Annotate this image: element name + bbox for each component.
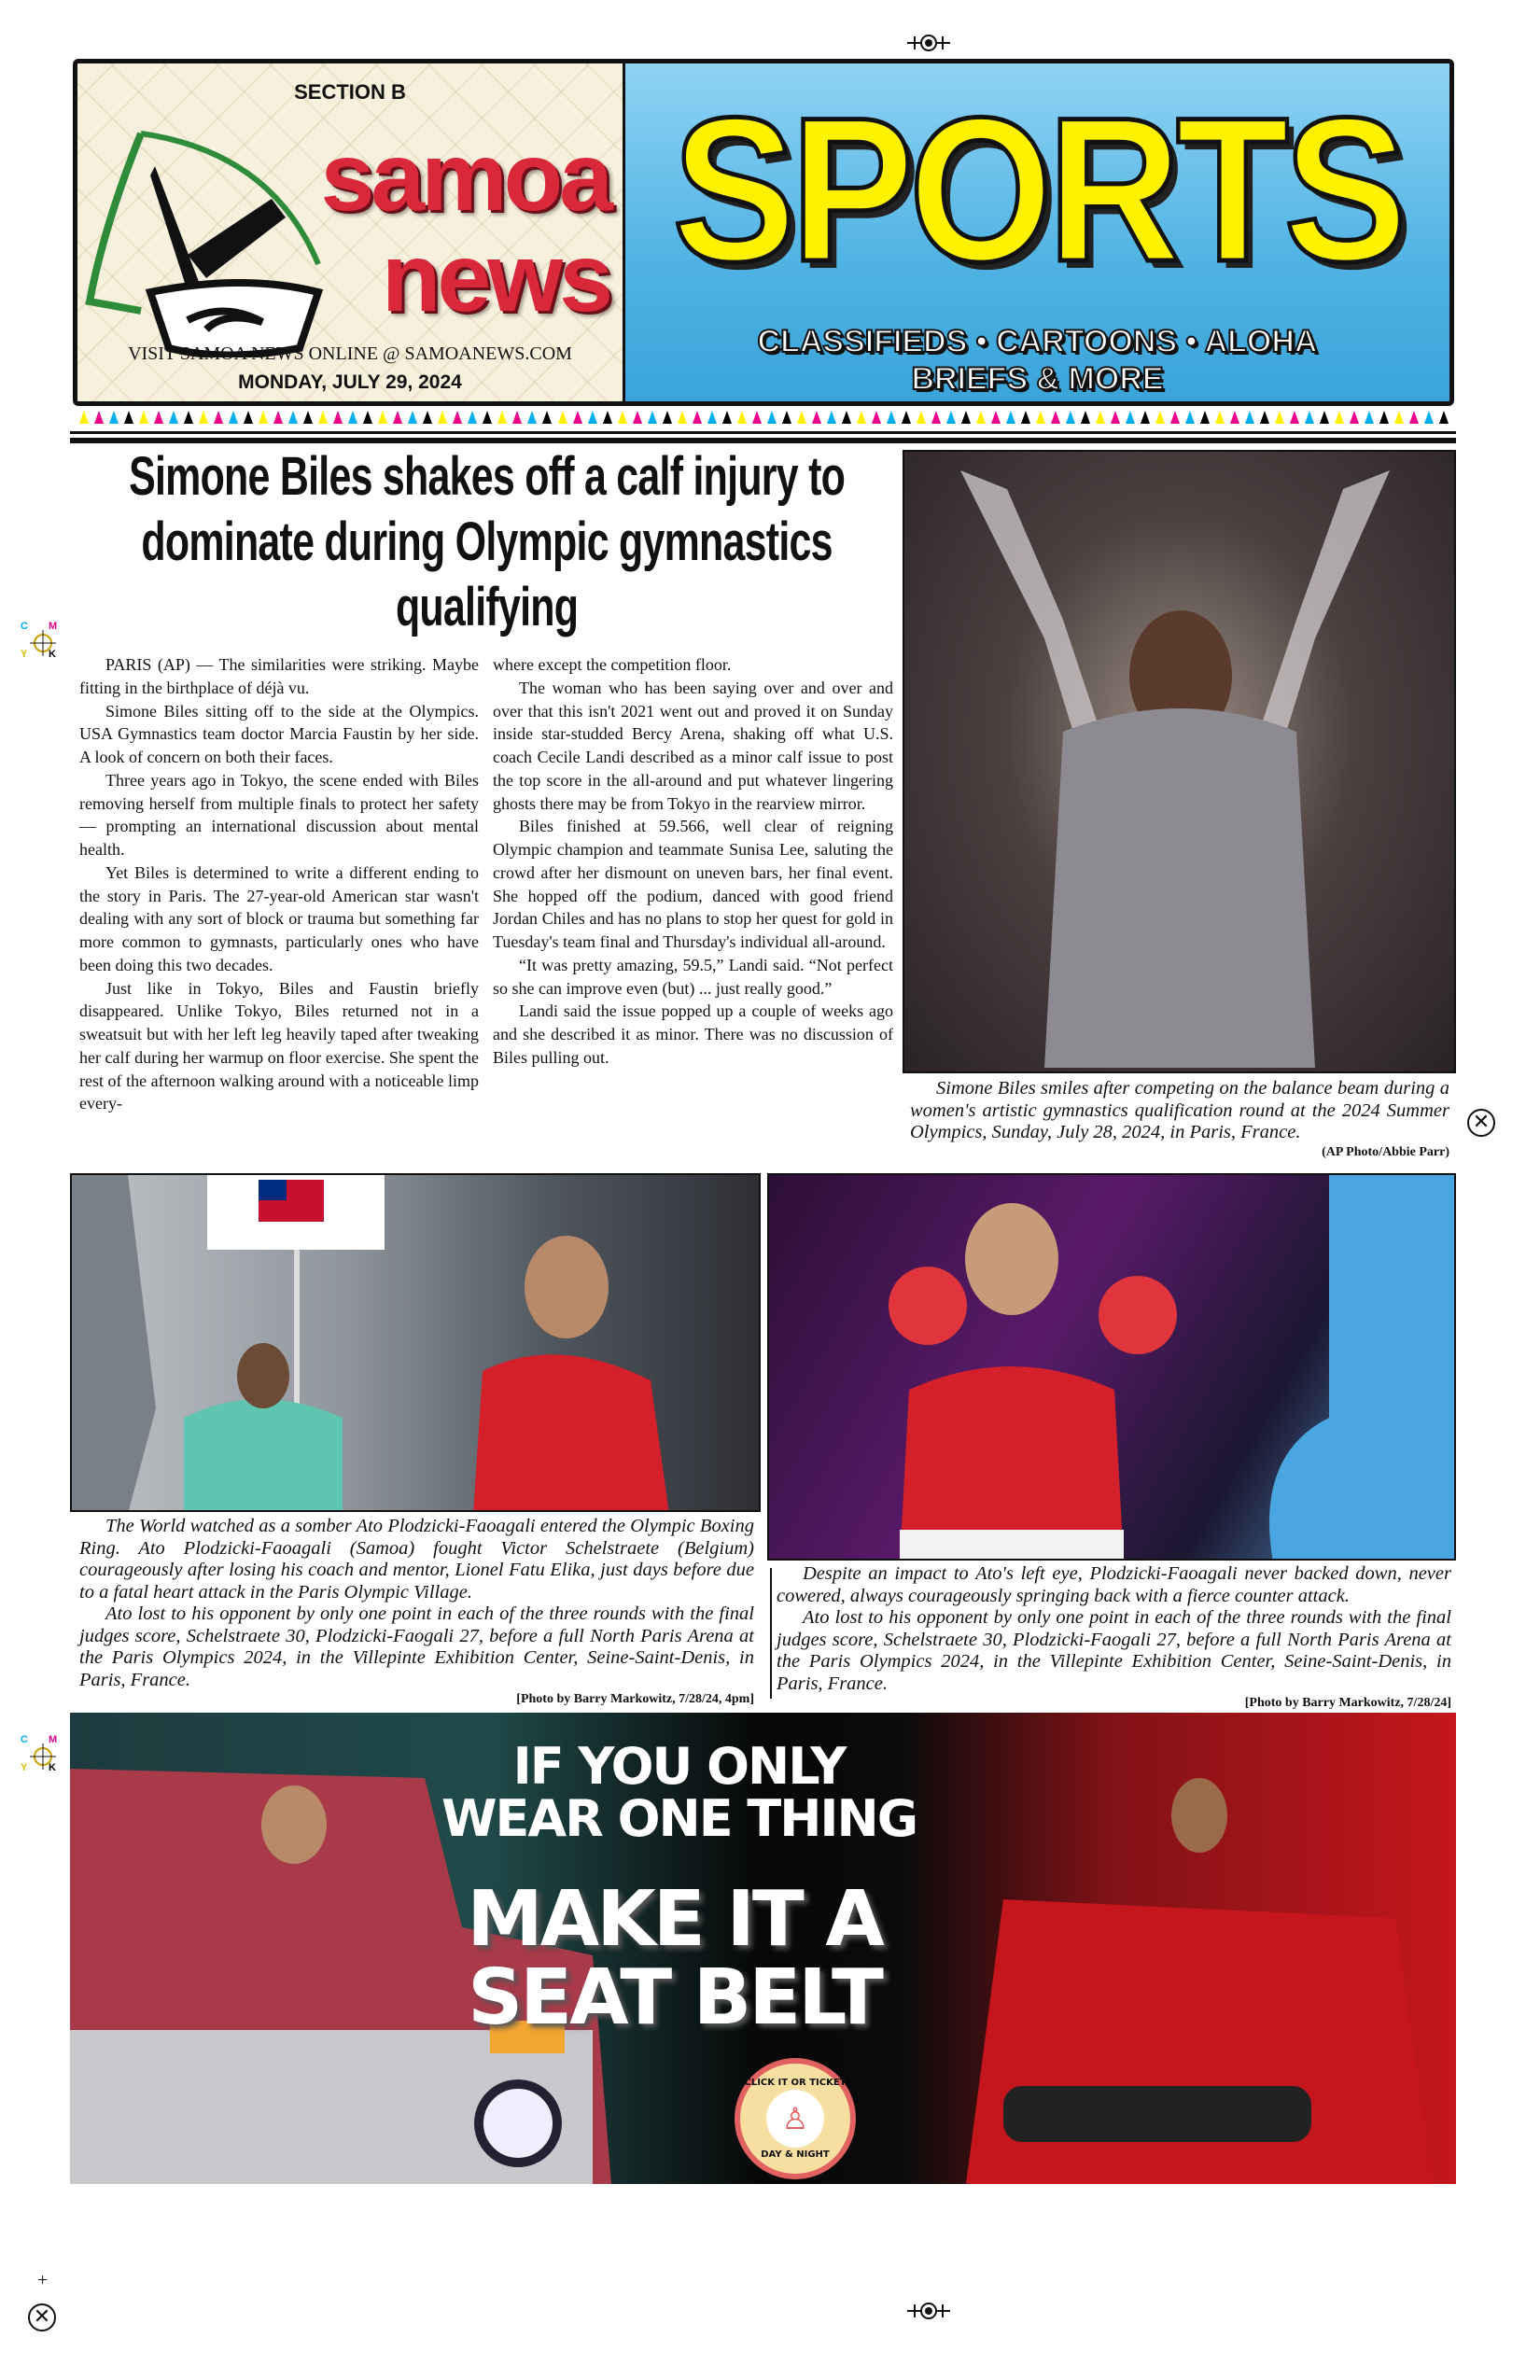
color-bar-triangle <box>542 411 552 424</box>
color-bar-triangle <box>438 411 447 424</box>
brand-name: samoa news <box>320 123 609 332</box>
seat-belt-advertisement[interactable] <box>70 1713 1456 2184</box>
color-bar-triangle <box>79 411 89 424</box>
color-bar-triangle <box>1155 411 1165 424</box>
article-column-2 <box>493 653 893 1070</box>
color-bar-triangle <box>199 411 208 424</box>
color-bar-triangle <box>273 411 283 424</box>
color-bar-triangle <box>752 411 762 424</box>
color-bar-triangle <box>124 411 133 424</box>
color-bar-triangle <box>1111 411 1120 424</box>
boxer-fighting-photo <box>767 1173 1456 1561</box>
cmyk-registration-mark-icon: C M Y K <box>21 621 58 660</box>
color-bar <box>79 411 1449 426</box>
registration-target-icon <box>907 2301 950 2321</box>
color-bar-triangle <box>483 411 492 424</box>
color-bar-triangle <box>169 411 178 424</box>
color-bar-triangle <box>1096 411 1105 424</box>
color-bar-triangle <box>931 411 941 424</box>
color-bar-triangle <box>1439 411 1449 424</box>
ad-headline: IF YOU ONLY WEAR ONE THING <box>441 1737 917 1848</box>
color-bar-triangle <box>1365 411 1374 424</box>
photo-credit: [Photo by Barry Markowitz, 7/28/24, 4pm] <box>516 1692 754 1706</box>
color-bar-triangle <box>348 411 357 424</box>
paragraph: PARIS (AP) — The similarities were striking. Maybe fitting in the birthplace of déjà vu. <box>79 655 479 697</box>
paragraph: Three years ago in Tokyo, the scene ended with Biles removing herself from multiple finals to protect her safety — prompting an international discussion about mental health. <box>79 770 479 859</box>
color-bar-triangle <box>1141 411 1150 424</box>
color-bar-triangle <box>663 411 672 424</box>
click-it-or-ticket-badge: CLICK IT OR TICKET ♙ DAY & NIGHT <box>735 2058 856 2179</box>
color-bar-triangle <box>1066 411 1075 424</box>
paragraph: “It was pretty amazing, 59.5,” Landi said. “Not perfect so she can improve even (but) ... just really good.” <box>493 955 893 998</box>
color-bar-triangle <box>737 411 747 424</box>
color-bar-triangle <box>318 411 328 424</box>
article-headline: Simone Biles shakes off a calf injury to dominate during Olympic gymnastics qualifying <box>129 446 846 637</box>
color-bar-triangle <box>453 411 462 424</box>
paragraph: Landi said the issue popped up a couple of weeks ago and she described it as minor. There was no discussion of Biles pulling out. <box>493 1001 893 1067</box>
color-bar-triangle <box>1245 411 1254 424</box>
color-bar-triangle <box>693 411 702 424</box>
color-bar-triangle <box>1126 411 1135 424</box>
boxing-right-caption: Despite an impact to Ato's left eye, Plodzicki-Faoagali never backed down, never cowered, always courageously springing back with a fierce counter attack. Ato lost to his opponent by only one point in each of the three rounds with the final judges score, Schelstraete 30, Plodzicki-Faogali 27, before a full North Paris Arena at the Paris Olympics 2024, in the Villepinte Exhibition Center, Seine-Saint-Denis, in Paris, France. [Photo by Barry Markowitz, 7/28/24] <box>777 1563 1451 1710</box>
color-bar-triangle <box>1260 411 1269 424</box>
color-bar-triangle <box>363 411 372 424</box>
simone-biles-photo <box>903 450 1456 1073</box>
seatbelt-person-icon: ♙ <box>766 2090 824 2148</box>
ad-tagline: MAKE IT A SEAT BELT <box>467 1875 882 2042</box>
photo-credit: (AP Photo/Abbie Parr) <box>1322 1144 1449 1159</box>
color-bar-triangle <box>259 411 268 424</box>
color-bar-triangle <box>812 411 821 424</box>
color-bar-triangle <box>1379 411 1389 424</box>
divider <box>70 431 1456 434</box>
color-bar-triangle <box>887 411 896 424</box>
color-bar-triangle <box>333 411 343 424</box>
color-bar-triangle <box>1230 411 1239 424</box>
boxer-entering-ring-photo <box>70 1173 761 1512</box>
color-bar-triangle <box>588 411 597 424</box>
crop-mark-icon: ✕ <box>28 2303 56 2331</box>
color-bar-triangle <box>109 411 119 424</box>
color-bar-triangle <box>991 411 1001 424</box>
color-bar-triangle <box>573 411 582 424</box>
color-bar-triangle <box>527 411 537 424</box>
color-bar-triangle <box>946 411 956 424</box>
color-bar-triangle <box>408 411 417 424</box>
color-bar-triangle <box>423 411 432 424</box>
color-bar-triangle <box>184 411 193 424</box>
color-bar-triangle <box>827 411 836 424</box>
color-bar-triangle <box>1335 411 1344 424</box>
color-bar-triangle <box>1185 411 1195 424</box>
color-bar-triangle <box>797 411 806 424</box>
color-bar-triangle <box>976 411 986 424</box>
color-bar-triangle <box>1290 411 1299 424</box>
paragraph: Just like in Tokyo, Biles and Faustin briefly disappeared. Unlike Tokyo, Biles returned not in a sweatsuit but with her left leg heavily taped after tweaking her calf during her warmup on floor exercise. She spent the rest of the afternoon walking around with a noticeable limp every- <box>79 978 479 1113</box>
page-header <box>73 59 1454 406</box>
color-bar-triangle <box>497 411 507 424</box>
color-bar-triangle <box>1350 411 1359 424</box>
masthead <box>77 63 625 401</box>
color-bar-triangle <box>558 411 567 424</box>
paragraph: The woman who has been saying over and over and over that this isn't 2021 went out and proved it on Sunday inside star-studded Bercy Arena, shaking off what U.S. coach Cecile Landi described as a minor calf issue to post the top score in the all-around and put whatever lingering ghosts there may be from Tokyo in the rearview mirror. <box>493 678 893 813</box>
color-bar-triangle <box>1036 411 1045 424</box>
website-link[interactable]: VISIT SAMOA NEWS ONLINE @ SAMOANEWS.COM <box>128 343 572 364</box>
color-bar-triangle <box>1215 411 1225 424</box>
color-bar-triangle <box>722 411 732 424</box>
biles-photo-caption: Simone Biles smiles after competing on the balance beam during a women's artistic gymnastics qualification round at the 2024 Summer Olympics, Sunday, July 28, 2024, in Paris, France. (AP Photo/Abbie Parr) <box>910 1078 1449 1159</box>
color-bar-triangle <box>1081 411 1090 424</box>
crop-mark-icon: ✕ <box>1467 1109 1495 1137</box>
section-label: SECTION B <box>294 80 406 104</box>
color-bar-triangle <box>1320 411 1329 424</box>
color-bar-triangle <box>512 411 522 424</box>
color-bar-triangle <box>1275 411 1284 424</box>
color-bar-triangle <box>917 411 926 424</box>
color-bar-triangle <box>872 411 881 424</box>
color-bar-triangle <box>1394 411 1404 424</box>
sports-subtitle: CLASSIFIEDS • CARTOONS • ALOHA BRIEFS & MORE <box>757 324 1318 397</box>
color-bar-triangle <box>1021 411 1030 424</box>
color-bar-triangle <box>393 411 402 424</box>
issue-date: MONDAY, JULY 29, 2024 <box>238 371 462 393</box>
color-bar-triangle <box>1170 411 1180 424</box>
color-bar-triangle <box>603 411 612 424</box>
divider <box>70 438 1456 443</box>
color-bar-triangle <box>1424 411 1434 424</box>
color-bar-triangle <box>229 411 238 424</box>
color-bar-triangle <box>767 411 777 424</box>
color-bar-triangle <box>288 411 298 424</box>
crosshair-icon: + <box>37 2270 49 2290</box>
sports-title: SPORTS <box>672 75 1403 304</box>
color-bar-triangle <box>648 411 657 424</box>
color-bar-triangle <box>782 411 791 424</box>
paragraph: Simone Biles sitting off to the side at the Olympics. USA Gymnastics team doctor Marcia Faustin by her side. A look of concern on both their faces. <box>79 701 479 766</box>
color-bar-triangle <box>139 411 148 424</box>
article-column-1 <box>79 653 479 1115</box>
color-bar-triangle <box>303 411 313 424</box>
paragraph: Biles finished at 59.566, well clear of reigning Olympic champion and teammate Sunisa Lee, saluting the crowd after her dismount on uneven bars, her final event. She hopped off the podium, danced with good friend Jordan Chiles and has no plans to stop her quest for gold in Tuesday's team final and Thursday's individual all-around. <box>493 817 893 951</box>
color-bar-triangle <box>1305 411 1314 424</box>
color-bar-triangle <box>857 411 866 424</box>
boxing-left-caption: The World watched as a somber Ato Plodzicki-Faoagali entered the Olympic Boxing Ring. Ato Plodzicki-Faoagali (Samoa) fought Victor Schelstraete (Belgium) courageously after losing his coach and mentor, Lionel Fatu Elika, just days before due to a fatal heart attack in the Paris Olympic Village. Ato lost to his opponent by only one point in each of the three rounds with the final judges score, Schelstraete 30, Plodzicki-Faogali 27, before a full North Paris Arena at the Paris Olympics 2024, in the Villepinte Exhibition Center, Seine-Saint-Denis, in Paris, France. [Photo by Barry Markowitz, 7/28/24, 4pm] <box>79 1516 754 1706</box>
color-bar-triangle <box>633 411 642 424</box>
sports-banner <box>625 63 1449 401</box>
registration-target-icon <box>907 33 950 53</box>
color-bar-triangle <box>842 411 851 424</box>
color-bar-triangle <box>1409 411 1419 424</box>
color-bar-triangle <box>1200 411 1210 424</box>
paragraph: Yet Biles is determined to write a different ending to the story in Paris. The 27-year-old American star wasn't dealing with any sort of block or trauma but something far more common to gymnasts, particularly ones who have been doing this two decades. <box>79 862 479 974</box>
color-bar-triangle <box>678 411 687 424</box>
color-bar-triangle <box>154 411 163 424</box>
color-bar-triangle <box>707 411 717 424</box>
color-bar-triangle <box>214 411 223 424</box>
color-bar-triangle <box>94 411 104 424</box>
cmyk-registration-mark-icon: C M Y K <box>21 1734 58 1773</box>
photo-credit: [Photo by Barry Markowitz, 7/28/24] <box>1244 1696 1451 1710</box>
color-bar-triangle <box>378 411 387 424</box>
color-bar-triangle <box>244 411 253 424</box>
color-bar-triangle <box>1051 411 1060 424</box>
color-bar-triangle <box>902 411 911 424</box>
color-bar-triangle <box>468 411 477 424</box>
paragraph: where except the competition floor. <box>493 655 732 674</box>
color-bar-triangle <box>961 411 971 424</box>
divider <box>770 1568 772 1699</box>
color-bar-triangle <box>618 411 627 424</box>
color-bar-triangle <box>1006 411 1015 424</box>
